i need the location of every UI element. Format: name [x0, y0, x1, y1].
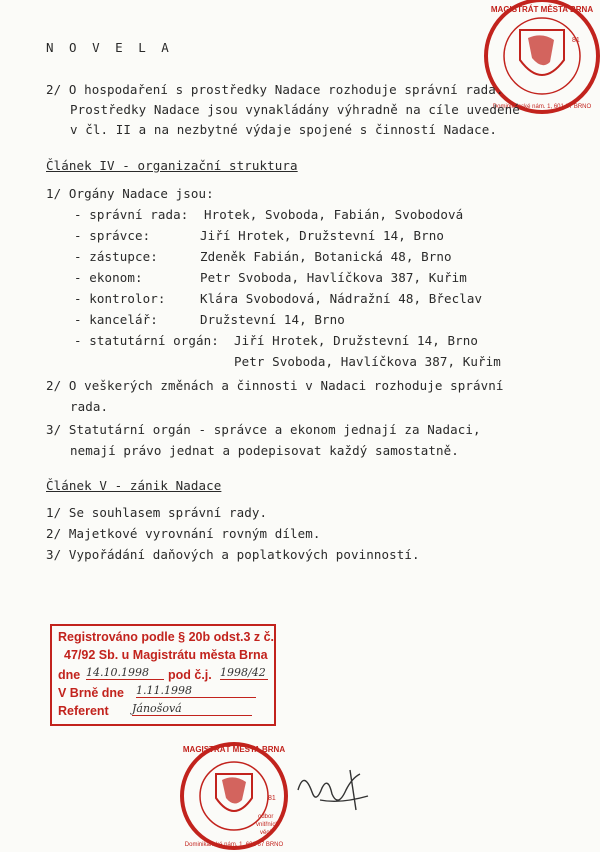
document-heading: N O V E L A	[46, 40, 173, 55]
top-seal-number: 81	[572, 37, 580, 44]
org-value-statutarni-2: Petr Svoboda, Havlíčkova 387, Kuřim	[234, 354, 501, 369]
stamp-brno-label: V Brně dne	[58, 686, 124, 700]
intro-line-1: 2/ O hospodaření s prostředky Nadace rozhoduje správní rada.	[46, 82, 504, 97]
org-value-ekonom: Petr Svoboda, Havlíčkova 387, Kuřim	[200, 270, 467, 285]
org-label-ekonom: - ekonom:	[74, 270, 143, 285]
org-value-sprava: Hrotek, Svoboda, Fabián, Svobodová	[204, 207, 464, 222]
top-seal	[480, 0, 600, 118]
stamp-brno-value: 1.11.1998	[136, 684, 256, 698]
top-seal-ring: MAGISTRÁT MĚSTA BRNA	[490, 5, 594, 14]
zanik-item-3: 3/ Vypořádání daňových a poplatkových povinností.	[46, 547, 420, 562]
signature	[290, 760, 380, 820]
registration-stamp	[50, 624, 276, 726]
intro-line-3: v čl. II a na nezbytné výdaje spojené s činností Nadace.	[70, 122, 498, 137]
org-value-kontrolor: Klára Svobodová, Nádražní 48, Břeclav	[200, 291, 483, 306]
bottom-seal-ring: MAGISTRÁT MĚSTA BRNA	[182, 745, 286, 754]
org-label-kontrolor: - kontrolor:	[74, 291, 166, 306]
para2-line-1: 2/ O veškerých změnách a činnosti v Nadaci rozhoduje správní	[46, 378, 504, 393]
bottom-seal-inner-1: odbor	[258, 814, 274, 820]
article5-title: Článek V - zánik Nadace	[46, 478, 222, 493]
stamp-cj-value: 1998/42	[220, 666, 268, 680]
zanik-item-1: 1/ Se souhlasem správní rady.	[46, 505, 268, 520]
bottom-seal-inner-3: věcí	[260, 830, 272, 836]
org-value-statutarni: Jiří Hrotek, Družstevní 14, Brno	[234, 333, 479, 348]
bottom-seal-address: Dominikánské nám. 1, 601 67 BRNO	[184, 842, 284, 848]
stamp-referent-value: Jánošová	[132, 702, 252, 716]
org-value-spravce: Jiří Hrotek, Družstevní 14, Brno	[200, 228, 445, 243]
org-label-spravce: - správce:	[74, 228, 151, 243]
para3-line-2: nemají právo jednat a podepisovat každý samostatně.	[70, 443, 459, 458]
stamp-dne-value: 14.10.1998	[86, 666, 164, 680]
bottom-seal-number: 81	[268, 795, 276, 802]
zanik-item-2: 2/ Majetkové vyrovnání rovným dílem.	[46, 526, 321, 541]
stamp-line-2: 47/92 Sb. u Magistrátu města Brna	[64, 648, 268, 662]
article4-title: Článek IV - organizační struktura	[46, 158, 298, 173]
top-seal-address: Dominikánské nám. 1, 601 67 BRNO	[492, 104, 592, 110]
para2-line-2: rada.	[70, 399, 109, 414]
stamp-referent-label: Referent	[58, 704, 109, 718]
org-label-kancelar: - kancelář:	[74, 312, 158, 327]
org-label-sprava: - správní rada:	[74, 207, 189, 222]
org-intro: 1/ Orgány Nadace jsou:	[46, 186, 214, 201]
intro-line-2: Prostředky Nadace jsou vynakládány výhradně na cíle uvedené	[70, 102, 520, 117]
org-value-kancelar: Družstevní 14, Brno	[200, 312, 345, 327]
stamp-pod-label: pod č.j.	[168, 668, 212, 682]
stamp-dne-label: dne	[58, 668, 81, 682]
org-label-statutarni: - statutární orgán:	[74, 333, 219, 348]
bottom-seal-inner-2: vnitřních	[256, 822, 279, 828]
org-value-zastupce: Zdeněk Fabián, Botanická 48, Brno	[200, 249, 452, 264]
bottom-seal	[172, 740, 296, 850]
para3-line-1: 3/ Statutární orgán - správce a ekonom jednají za Nadaci,	[46, 422, 481, 437]
org-label-zastupce: - zástupce:	[74, 249, 158, 264]
stamp-line-1: Registrováno podle § 20b odst.3 z č.	[58, 630, 275, 644]
